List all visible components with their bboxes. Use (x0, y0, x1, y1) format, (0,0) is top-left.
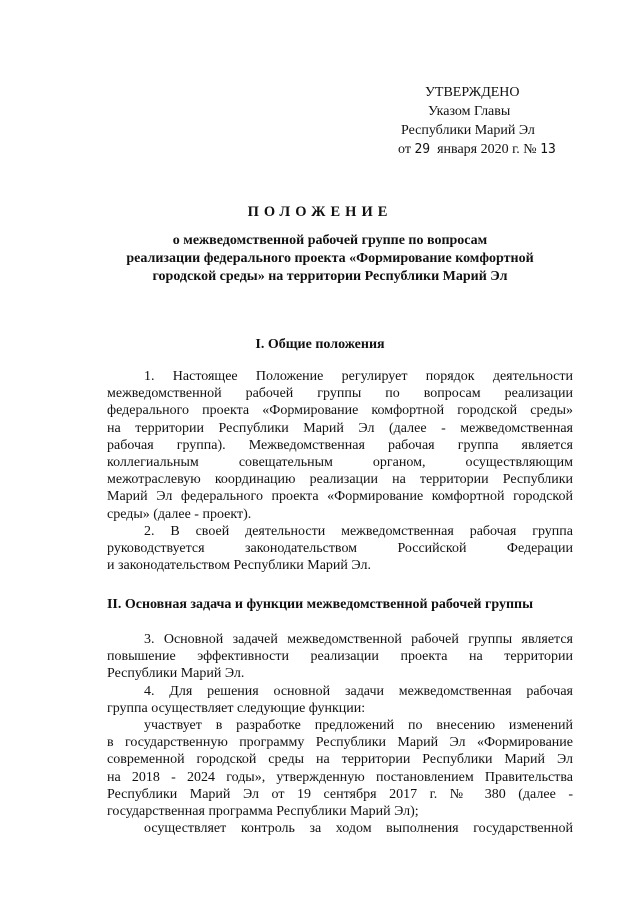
paragraph-line: руководствуется законодательством Российской Федерации (107, 540, 573, 556)
paragraph-line: коллегиальным совещательным органом, осуществляющим (107, 454, 573, 470)
approval-line-3: Республики Марий Эл (401, 123, 535, 138)
paragraph-line: федерального проекта «Формирование комфортной городской среды» (107, 403, 573, 419)
subtitle-line: реализации федерального проекта «Формирование комфортной (126, 251, 534, 266)
section-2-body (107, 631, 573, 837)
paragraph-line: современной городской среды на территории Республики Марий Эл (107, 752, 573, 768)
section-2-heading: II. Основная задача и функции межведомственной рабочей группы (106, 597, 534, 612)
approval-stamp (398, 83, 598, 159)
approval-day: 29 (414, 142, 431, 157)
paragraph-line: на 2018 - 2024 годы», утвержденную постановлением Правительства (107, 769, 573, 785)
approval-date-prefix: от (398, 142, 411, 157)
section-1-body (107, 368, 573, 574)
approval-line-4 (398, 140, 598, 159)
paragraph-line: 4. Для решения основной задачи межведомственная рабочая (144, 683, 573, 699)
approval-date-rest: января 2020 г. № (437, 142, 537, 157)
approval-number: 13 (540, 142, 556, 157)
paragraph-line: на территории Республики Марий Эл (далее - межведомственная (107, 420, 573, 436)
paragraph-line: 2. В своей деятельности межведомственная рабочая группа (144, 523, 573, 539)
approval-line-1: УТВЕРЖДЕНО (425, 85, 520, 100)
paragraph-line: межведомственной рабочей группы по вопросам реализации (107, 386, 573, 402)
paragraph-line: государственная программа Республики Марий Эл); (107, 803, 419, 819)
section-1-heading: I. Общие положения (255, 337, 385, 352)
document-subtitle (100, 232, 560, 286)
paragraph-line: повышение эффективности реализации проекта на территории (107, 649, 573, 665)
paragraph-line: и законодательством Республики Марий Эл. (107, 558, 371, 574)
paragraph-line: Республики Марий Эл. (107, 666, 245, 682)
paragraph-line: 1. Настоящее Положение регулирует порядок деятельности (144, 369, 573, 384)
paragraph-line: осуществляет контроль за ходом выполнения государственной (144, 821, 573, 837)
paragraph-line: участвует в разработке предложений по внесению изменений (144, 717, 573, 733)
paragraph-line: рабочая группа). Межведомственная рабочая группа является (107, 437, 573, 453)
document-title: ПОЛОЖЕНИЕ (247, 204, 393, 220)
paragraph-line: Республики Марий Эл от 19 сентября 2017 г. № 380 (далее - (107, 786, 573, 802)
subtitle-line: городской среды» на территории Республики Марий Эл (152, 269, 508, 284)
paragraph-line: Марий Эл федерального проекта «Формирование комфортной городской (107, 489, 573, 505)
paragraph-line: группа осуществляет следующие функции: (107, 700, 366, 716)
approval-line-2: Указом Главы (428, 104, 511, 119)
subtitle-line: о межведомственной рабочей группе по вопросам (172, 233, 488, 248)
paragraph-line: межотраслевую координацию реализации на территории Республики (107, 472, 573, 488)
paragraph-line: среды» (далее - проект). (107, 506, 252, 522)
paragraph-line: 3. Основной задачей межведомственной рабочей группы является (144, 632, 573, 647)
paragraph-line: в государственную программу Республики Марий Эл «Формирование (107, 735, 573, 751)
